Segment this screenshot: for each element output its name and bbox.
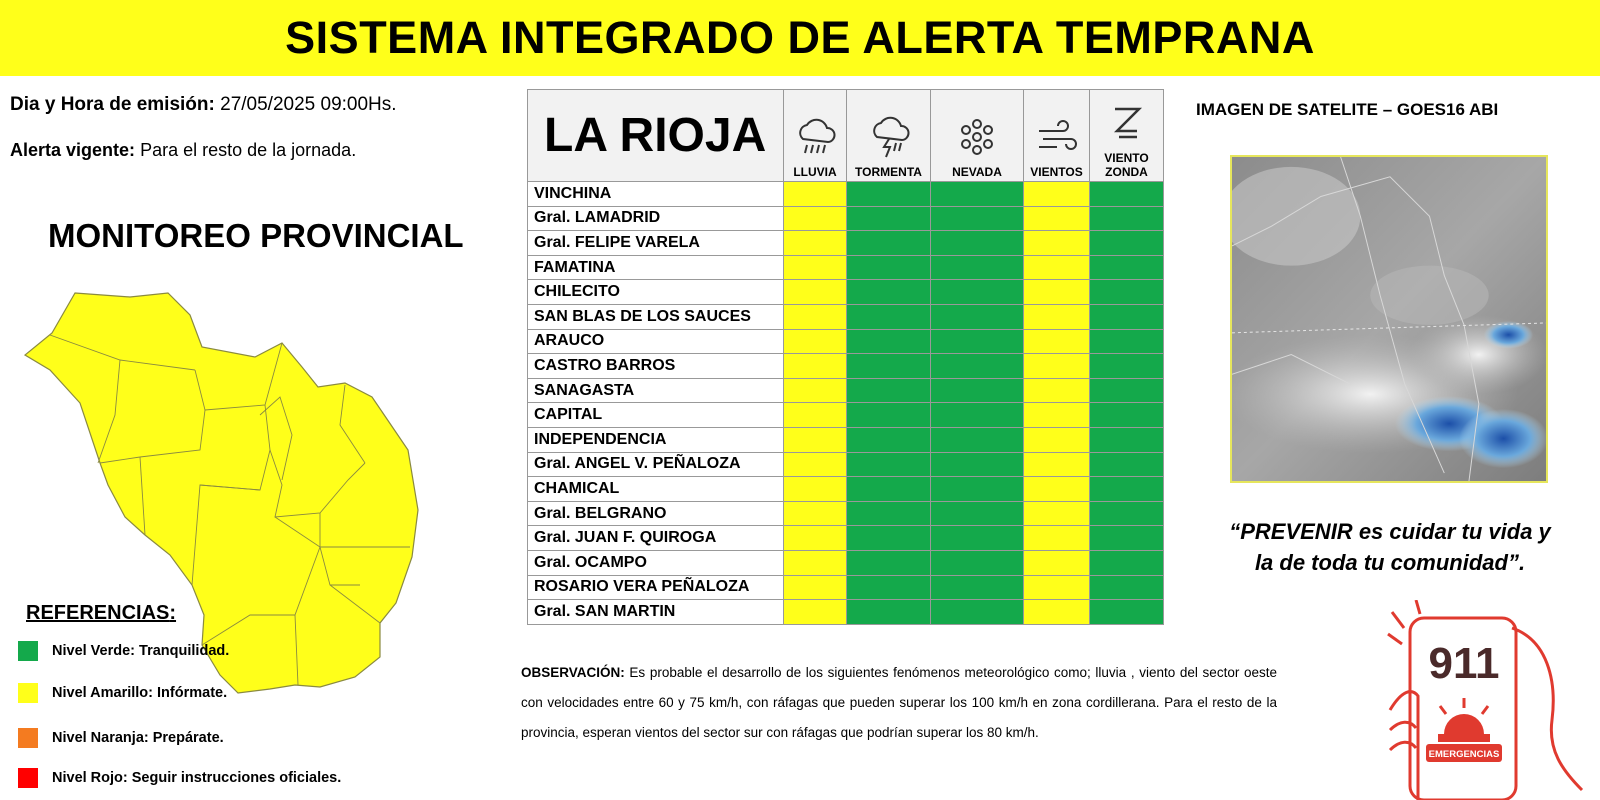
phenomenon-label: NEVADA [952, 165, 1002, 179]
table-row [528, 575, 1164, 600]
alert-current-value: Para el resto de la jornada. [140, 140, 357, 160]
department-name: Gral. SAN MARTIN [528, 600, 784, 625]
yellow-swatch [18, 683, 38, 703]
department-name: Gral. ANGEL V. PEÑALOZA [528, 452, 784, 477]
department-name: Gral. BELGRANO [528, 501, 784, 526]
department-name: SANAGASTA [528, 378, 784, 403]
alert-level-cell [931, 329, 1024, 354]
alert-level-cell [931, 427, 1024, 452]
alert-level-cell [931, 255, 1024, 280]
alert-level-cell [1090, 378, 1164, 403]
quote-line-1 [1200, 516, 1580, 547]
satellite-title: IMAGEN DE SATELITE – GOES16 ABI [1196, 100, 1499, 119]
department-name: CAPITAL [528, 403, 784, 428]
alert-level-cell [1024, 526, 1090, 551]
alert-level-cell [1090, 354, 1164, 379]
phenomenon-label: VIENTOS [1030, 165, 1083, 179]
alert-level-cell [1024, 427, 1090, 452]
alert-level-cell [784, 403, 847, 428]
alert-level-cell [1090, 403, 1164, 428]
alert-level-cell [847, 452, 931, 477]
alert-level-cell [1024, 600, 1090, 625]
table-row [528, 403, 1164, 428]
alert-level-cell [847, 304, 931, 329]
department-name: FAMATINA [528, 255, 784, 280]
alert-level-cell [931, 550, 1024, 575]
alert-level-cell [847, 600, 931, 625]
alert-level-cell [931, 526, 1024, 551]
alert-level-cell [847, 255, 931, 280]
alert-level-cell [931, 182, 1024, 207]
department-name: Gral. OCAMPO [528, 550, 784, 575]
reference-item-red [18, 768, 341, 788]
table-row [528, 304, 1164, 329]
prevention-quote [1200, 516, 1580, 578]
alert-level-cell [847, 354, 931, 379]
alert-level-cell [1090, 231, 1164, 256]
table-row [528, 550, 1164, 575]
alert-level-cell [847, 280, 931, 305]
alert-level-cell [1024, 477, 1090, 502]
alert-level-cell [847, 182, 931, 207]
department-name: ROSARIO VERA PEÑALOZA [528, 575, 784, 600]
alert-level-cell [784, 600, 847, 625]
emission-info [10, 94, 397, 116]
alert-level-cell [847, 403, 931, 428]
reference-label: Nivel Naranja: Prepárate. [52, 730, 224, 746]
alert-level-cell [1090, 477, 1164, 502]
department-name: SAN BLAS DE LOS SAUCES [528, 304, 784, 329]
alert-level-cell [784, 231, 847, 256]
storm-cloud-icon [867, 115, 911, 159]
quote-line-1-rest: es cuidar tu vida y [1352, 519, 1551, 544]
table-row [528, 182, 1164, 207]
department-name: Gral. FELIPE VARELA [528, 231, 784, 256]
alert-level-cell [784, 280, 847, 305]
reference-item-orange [18, 728, 224, 748]
reference-item-yellow [18, 683, 227, 703]
alert-level-cell [847, 329, 931, 354]
reference-item-green [18, 641, 229, 661]
department-name: CHILECITO [528, 280, 784, 305]
alert-level-cell [784, 427, 847, 452]
table-header-row [528, 90, 1164, 182]
alert-level-cell [931, 575, 1024, 600]
alert-level-cell [1090, 255, 1164, 280]
orange-swatch [18, 728, 38, 748]
reference-label: Nivel Verde: Tranquilidad. [52, 643, 230, 659]
alert-level-cell [847, 378, 931, 403]
alert-level-cell [784, 255, 847, 280]
page-title: SISTEMA INTEGRADO DE ALERTA TEMPRANA [285, 12, 1315, 63]
alert-level-cell [784, 501, 847, 526]
phenomenon-header-vientos [1024, 90, 1090, 182]
header-banner [0, 0, 1600, 76]
table-row [528, 600, 1164, 625]
department-name: Gral. LAMADRID [528, 206, 784, 231]
table-row [528, 280, 1164, 305]
reference-label: Nivel Amarillo: Infórmate. [52, 685, 228, 701]
phenomenon-header-tormenta [847, 90, 931, 182]
zonda-wind-icon [1105, 101, 1149, 145]
alert-level-cell [931, 600, 1024, 625]
snowflake-icon [955, 115, 999, 159]
alert-level-cell [1024, 231, 1090, 256]
emission-label: Dia y Hora de emisión: [10, 94, 215, 115]
alert-current-label: Alerta vigente: [10, 140, 136, 160]
table-row [528, 206, 1164, 231]
department-name: Gral. JUAN F. QUIROGA [528, 526, 784, 551]
alert-level-cell [931, 354, 1024, 379]
emergency-911-logo [1382, 600, 1600, 800]
department-name: VINCHINA [528, 182, 784, 207]
alert-level-cell [1090, 329, 1164, 354]
alert-level-cell [931, 403, 1024, 428]
wind-icon [1035, 115, 1079, 159]
emission-value: 27/05/2025 09:00Hs. [220, 94, 397, 115]
alert-level-cell [1024, 280, 1090, 305]
alert-level-cell [1024, 329, 1090, 354]
rain-cloud-icon [793, 115, 837, 159]
table-row [528, 231, 1164, 256]
department-name: ARAUCO [528, 329, 784, 354]
satellite-image [1230, 155, 1548, 483]
monitoring-title: MONITOREO PROVINCIAL [48, 217, 464, 254]
quote-emphasis: “PREVENIR [1229, 519, 1353, 544]
observation-label: OBSERVACIÓN: [521, 665, 625, 680]
alert-level-cell [1090, 526, 1164, 551]
table-row [528, 501, 1164, 526]
quote-line-2: la de toda tu comunidad”. [1254, 550, 1526, 575]
alert-level-cell [1024, 575, 1090, 600]
phenomenon-label: TORMENTA [855, 165, 922, 179]
alert-level-cell [1090, 182, 1164, 207]
alert-level-cell [1090, 206, 1164, 231]
alert-level-cell [784, 378, 847, 403]
alert-level-cell [1024, 182, 1090, 207]
alert-level-cell [1024, 255, 1090, 280]
emergency-caption: EMERGENCIAS [1428, 749, 1500, 760]
alert-level-cell [1024, 403, 1090, 428]
alert-level-cell [784, 452, 847, 477]
observation-text [521, 658, 1277, 748]
phenomenon-header-nevada [931, 90, 1024, 182]
alert-level-cell [931, 452, 1024, 477]
references-title: REFERENCIAS: [26, 602, 177, 624]
alert-level-cell [1024, 501, 1090, 526]
alert-level-cell [1090, 452, 1164, 477]
phenomenon-header-viento-zonda [1090, 90, 1164, 182]
alert-level-cell [1090, 427, 1164, 452]
alert-level-cell [1090, 600, 1164, 625]
table-row [528, 255, 1164, 280]
alert-level-cell [931, 280, 1024, 305]
reference-label: Nivel Rojo: Seguir instrucciones oficiales. [52, 770, 342, 786]
alert-level-cell [847, 501, 931, 526]
alert-level-cell [931, 477, 1024, 502]
observation-body: Es probable el desarrollo de los siguientes fenómenos meteorológico como; lluvia , viento del sector oeste con velocidades entre 60 y 75 km/h, con ráfagas que pueden superar los 100 km/h en zona cordillerana. Para el resto de la provincia, esperan vientos del sector sur con ráfagas que podrían superar los 80 km/h. [521, 665, 1277, 740]
alert-current-info [10, 140, 356, 161]
alert-level-cell [847, 526, 931, 551]
alert-level-cell [847, 550, 931, 575]
table-row [528, 477, 1164, 502]
alert-level-cell [847, 477, 931, 502]
province-name: LA RIOJA [528, 90, 784, 182]
alert-level-cell [1090, 501, 1164, 526]
emergency-number: 911 [1428, 639, 1500, 688]
alert-level-cell [1024, 378, 1090, 403]
alert-level-cell [1024, 452, 1090, 477]
alert-level-cell [1090, 304, 1164, 329]
phenomenon-label: VIENTO ZONDA [1104, 151, 1149, 179]
alert-level-cell [931, 231, 1024, 256]
alert-level-cell [784, 526, 847, 551]
table-row [528, 526, 1164, 551]
alert-level-cell [847, 575, 931, 600]
phenomenon-label: LLUVIA [793, 165, 837, 179]
alert-level-cell [1024, 206, 1090, 231]
table-row [528, 354, 1164, 379]
department-name: CHAMICAL [528, 477, 784, 502]
siren-icon [1438, 698, 1490, 742]
table-row [528, 378, 1164, 403]
table-row [528, 427, 1164, 452]
alert-level-cell [784, 354, 847, 379]
alert-level-cell [931, 378, 1024, 403]
alert-level-cell [784, 550, 847, 575]
alert-level-cell [784, 575, 847, 600]
alert-level-cell [931, 501, 1024, 526]
alert-level-cell [784, 304, 847, 329]
alert-level-cell [784, 477, 847, 502]
alert-level-cell [931, 206, 1024, 231]
alert-level-cell [847, 427, 931, 452]
alert-level-cell [1024, 354, 1090, 379]
alert-level-cell [1090, 575, 1164, 600]
alert-level-cell [784, 329, 847, 354]
alert-level-cell [1024, 304, 1090, 329]
department-name: CASTRO BARROS [528, 354, 784, 379]
alert-level-cell [1090, 280, 1164, 305]
table-row [528, 329, 1164, 354]
alert-level-cell [847, 231, 931, 256]
alert-level-cell [1024, 550, 1090, 575]
phenomenon-header-lluvia [784, 90, 847, 182]
alert-level-cell [784, 206, 847, 231]
alert-table [527, 89, 1164, 625]
alert-level-cell [847, 206, 931, 231]
red-swatch [18, 768, 38, 788]
alert-level-cell [931, 304, 1024, 329]
department-name: INDEPENDENCIA [528, 427, 784, 452]
alert-level-cell [784, 182, 847, 207]
alert-level-cell [1090, 550, 1164, 575]
green-swatch [18, 641, 38, 661]
table-row [528, 452, 1164, 477]
